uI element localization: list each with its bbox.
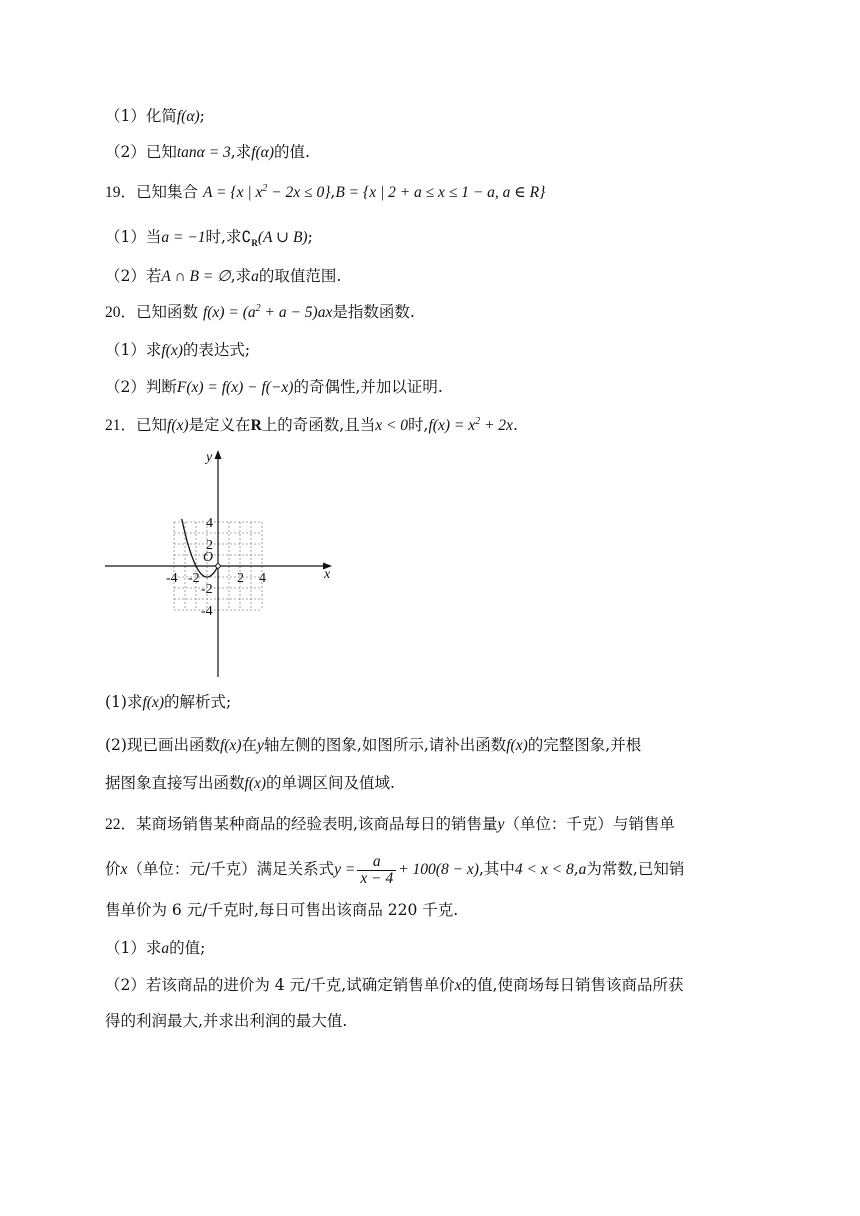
q22-stem-line2: 价x（单位：元/千克）满足关系式y = $\frac{a}{x - 4}$ + 100(8 − x),其中4 < x < 8,a为常数,已知销 bbox=[105, 852, 685, 887]
origin-label: O bbox=[203, 550, 214, 565]
question-number: 20． bbox=[105, 304, 137, 321]
y-tick-label: 4 bbox=[206, 516, 213, 531]
math-expr: A ∩ B = ∅ bbox=[161, 268, 231, 285]
set-a: A = {x | $x^2 - 2x \le 0$} bbox=[202, 183, 331, 201]
question-number: 19． bbox=[105, 184, 137, 201]
q18-part2: （2）已知tanα = 3,求f(α)的值. bbox=[105, 143, 310, 161]
q22-part2-line1: （2）若该商品的进价为 4 元/千克,试确定销售单价x的值,使商场每日销售该商品所获 bbox=[105, 976, 684, 994]
math-expr: f(x) bbox=[161, 342, 183, 359]
x-tick-label: 2 bbox=[237, 571, 244, 586]
x-tick-label: -2 bbox=[188, 571, 200, 586]
q20-part2: （2）判断F(x) = f(x) − f(−x)的奇偶性,并加以证明. bbox=[105, 378, 443, 396]
math-expr: (A ∪ B) bbox=[257, 229, 308, 246]
function-graph bbox=[100, 445, 340, 685]
q20-part1: （1）求f(x)的表达式; bbox=[105, 341, 251, 359]
q21-part2-line1: (2)现已画出函数f(x)在y轴左侧的图象,如图所示,请补出函数f(x)的完整图象,并根 bbox=[105, 736, 642, 754]
math-expr: a = −1 bbox=[161, 229, 206, 246]
x-tick-label: -4 bbox=[166, 571, 178, 586]
set-b: B = {x | 2 + a ≤ x ≤ 1 − a, a ∈ R} bbox=[335, 184, 546, 201]
question-number: 22． bbox=[105, 816, 137, 833]
q21-part1: (1)求f(x)的解析式; bbox=[105, 693, 232, 711]
q19-part1: （1）当a = −1时,求$∁_R(A$ ∪ B); bbox=[105, 228, 313, 249]
function-formula: $f(x) = x^2 + 2x$ bbox=[428, 416, 513, 434]
q19-part2: （2）若A ∩ B = ∅,求a的取值范围. bbox=[105, 267, 342, 285]
y-axis-arrow bbox=[215, 450, 222, 459]
q22-part1: （1）求a的值; bbox=[105, 939, 206, 957]
complement-symbol: ∁ bbox=[241, 229, 252, 246]
math-expr: tanα = 3 bbox=[176, 144, 231, 161]
tick-labels bbox=[166, 450, 331, 619]
q21-stem: 21．已知f(x)是定义在R上的奇函数,且当x < 0时$,f(x) = x^2 + 2x$. bbox=[105, 416, 518, 434]
curve bbox=[182, 519, 221, 577]
q22-part2-line2: 得的利润最大,并求出利润的最大值. bbox=[105, 1012, 348, 1030]
y-tick-label: -2 bbox=[201, 582, 213, 597]
x-axis-label: x bbox=[324, 567, 331, 582]
q22-stem-line1: 22．某商场销售某种商品的经验表明,该商品每日的销售量y（单位：千克）与销售单 bbox=[105, 815, 675, 833]
equation: y = $\frac{a}{x - 4}$ + 100(8 − x) bbox=[334, 852, 479, 887]
math-expr: f(α) bbox=[251, 144, 274, 161]
question-number: 21． bbox=[105, 417, 137, 434]
function-expr: $f(x) = (a^2 + a - 5)ax$ bbox=[202, 303, 333, 321]
q20-stem: 20．已知函数 $f(x) = (a^2 + a - 5)ax$是指数函数. bbox=[105, 303, 415, 321]
x-tick-label: 4 bbox=[259, 571, 266, 586]
fraction: $\frac{a}{x - 4}$ bbox=[357, 854, 396, 887]
q21-part2-line2: 据图象直接写出函数f(x)的单调区间及值域. bbox=[105, 774, 395, 792]
y-axis-label: y bbox=[206, 450, 213, 465]
math-expr: F(x) = f(x) − f(−x) bbox=[176, 379, 294, 396]
open-point bbox=[216, 564, 220, 568]
y-tick-label: -4 bbox=[201, 604, 213, 619]
q22-stem-line3: 售单价为 6 元/千克时,每日可售出该商品 220 千克. bbox=[105, 901, 459, 919]
y-tick-label: 2 bbox=[206, 538, 213, 553]
q19-stem: 19．已知集合 A = {x | $x^2 - 2x \le 0\},B = \{x$ | 2 + a ≤ x ≤ 1 − a, a ∈ R} bbox=[105, 183, 546, 201]
q18-part1: （1）化简f(α); bbox=[105, 107, 205, 125]
math-expr: f(α) bbox=[176, 108, 200, 125]
